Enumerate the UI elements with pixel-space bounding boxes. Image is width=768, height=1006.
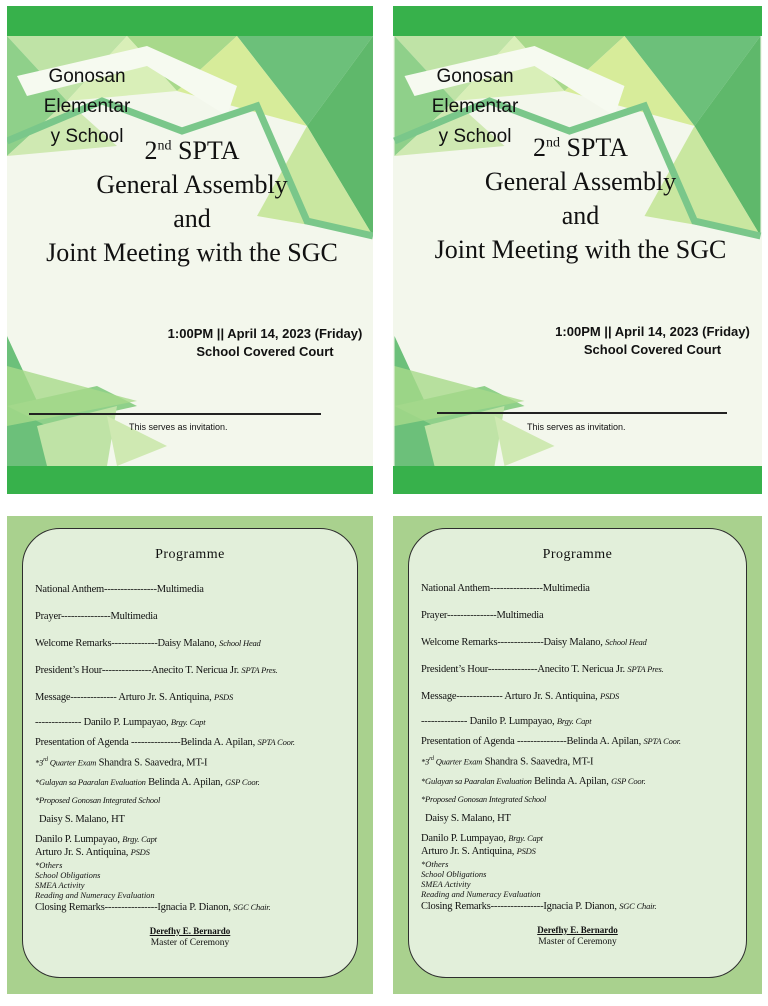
programme-line-prayer: Prayer---------------Multimedia [421, 610, 544, 621]
title-spta: SPTA [560, 133, 628, 162]
programme-line-president: President’s Hour---------------Anecito T. Nericua Jr. SPTA Pres. [421, 664, 664, 675]
programme-line-arturo: Arturo Jr. S. Antiquina, PSDS [35, 847, 150, 858]
programme-line-agenda: Presentation of Agenda ---------------Belinda A. Apilan, SPTA Coor. [35, 737, 295, 748]
programme-line-proposed: *Proposed Gonosan Integrated School [421, 794, 547, 804]
event-venue: School Covered Court [196, 344, 334, 359]
programme-line-prayer: Prayer---------------Multimedia [35, 611, 158, 622]
signature-line [29, 413, 321, 415]
programme-line-message: Message-------------- Arturo Jr. S. Antiquina, PSDS [35, 692, 233, 703]
programme-line-proposed: *Proposed Gonosan Integrated School [35, 795, 161, 805]
programme-line-danilo: Danilo P. Lumpayao, Brgy. Capt [35, 834, 157, 845]
programme-others: *Others School Obligations SMEA Activity Reading and Numeracy Evaluation [35, 860, 155, 900]
school-name-line-1: Gonosan [48, 66, 126, 87]
event-time-date: 1:00PM || April 14, 2023 (Friday) [555, 324, 750, 339]
programme-line-closing: Closing Remarks----------------Ignacia P. Dianon, SGC Chair. [421, 901, 657, 912]
cover-panel-right [393, 6, 762, 494]
programme-line-message-2: -------------- Danilo P. Lumpayao, Brgy. Capt [35, 717, 206, 728]
event-time-date: 1:00PM || April 14, 2023 (Friday) [167, 326, 363, 341]
programme-line-welcome: Welcome Remarks--------------Daisy Malano, School Head [35, 638, 261, 649]
invitation-note: This serves as invitation. [129, 422, 228, 432]
programme-line-anthem: National Anthem----------------Multimedia [35, 584, 204, 595]
programme-line-exam: *3rd Quarter Exam Shandra S. Saavedra, MT-I [421, 756, 594, 768]
title-line-3: and [173, 204, 211, 233]
title-ordinal-suffix: nd [546, 135, 560, 151]
title-line-2: General Assembly [96, 170, 288, 199]
cover-bottom-bar [7, 466, 373, 494]
mc-name: Derefhy E. Bernardo [149, 926, 231, 936]
programme-title: Programme [155, 547, 225, 562]
school-name-line-3: y School [438, 126, 512, 147]
title-line-4: Joint Meeting with the SGC [46, 238, 338, 267]
title-ordinal-suffix: nd [157, 138, 172, 154]
mc-role: Master of Ceremony [150, 938, 230, 948]
programme-line-danilo: Danilo P. Lumpayao, Brgy. Capt [421, 833, 543, 844]
cover-panel-left [7, 6, 373, 494]
title-line-3: and [561, 201, 600, 230]
programme-line-gulayan: *Gulayan sa Paaralan Evaluation Belinda A. Apilan, GSP Coor. [35, 777, 260, 788]
programme-title: Programme [542, 547, 613, 562]
programme-line-anthem: National Anthem----------------Multimedia [421, 583, 590, 594]
school-name-line-3: y School [50, 126, 124, 147]
title-line-4: Joint Meeting with the SGC [434, 235, 727, 264]
programme-line-daisy: Daisy S. Malano, HT [39, 814, 125, 825]
programme-line-message-2: -------------- Danilo P. Lumpayao, Brgy. Capt [421, 716, 592, 727]
programme-line-exam: *3rd Quarter Exam Shandra S. Saavedra, MT-I [35, 757, 208, 769]
programme-line-president: President’s Hour---------------Anecito T. Nericua Jr. SPTA Pres. [35, 665, 278, 676]
mc-name: Derefhy E. Bernardo [537, 925, 618, 935]
programme-line-arturo: Arturo Jr. S. Antiquina, PSDS [421, 846, 536, 857]
programme-line-gulayan: *Gulayan sa Paaralan Evaluation Belinda A. Apilan, GSP Coor. [421, 776, 646, 787]
school-name-line-2: Elementar [431, 96, 519, 117]
title-line-1 [11, 134, 373, 168]
programme-line-agenda: Presentation of Agenda ---------------Belinda A. Apilan, SPTA Coor. [421, 736, 681, 747]
signature-line [437, 412, 727, 414]
title-ordinal-number: 2 [144, 136, 158, 165]
programme-line-closing: Closing Remarks----------------Ignacia P. Dianon, SGC Chair. [35, 902, 271, 913]
title-line-2: General Assembly [484, 167, 677, 196]
mc-role: Master of Ceremony [538, 937, 617, 947]
programme-line-daisy: Daisy S. Malano, HT [425, 813, 511, 824]
programme-card [22, 528, 358, 978]
title-spta: SPTA [171, 136, 240, 165]
programme-panel-left [7, 516, 373, 994]
programme-line-welcome: Welcome Remarks--------------Daisy Malano, School Head [421, 637, 647, 648]
title-ordinal-number: 2 [533, 133, 546, 162]
title-line-1 [399, 131, 762, 165]
programme-line-message: Message-------------- Arturo Jr. S. Antiquina, PSDS [421, 691, 619, 702]
programme-card [408, 528, 747, 978]
school-name-line-2: Elementar [43, 96, 131, 117]
invitation-note: This serves as invitation. [527, 422, 626, 432]
event-title [393, 131, 762, 267]
programme-others: *Others School Obligations SMEA Activity Reading and Numeracy Evaluation [421, 859, 541, 899]
event-title [7, 134, 373, 270]
school-name-line-1: Gonosan [436, 66, 514, 87]
programme-panel-right [393, 516, 762, 994]
cover-bottom-bar [393, 466, 762, 494]
event-venue: School Covered Court [583, 342, 722, 357]
